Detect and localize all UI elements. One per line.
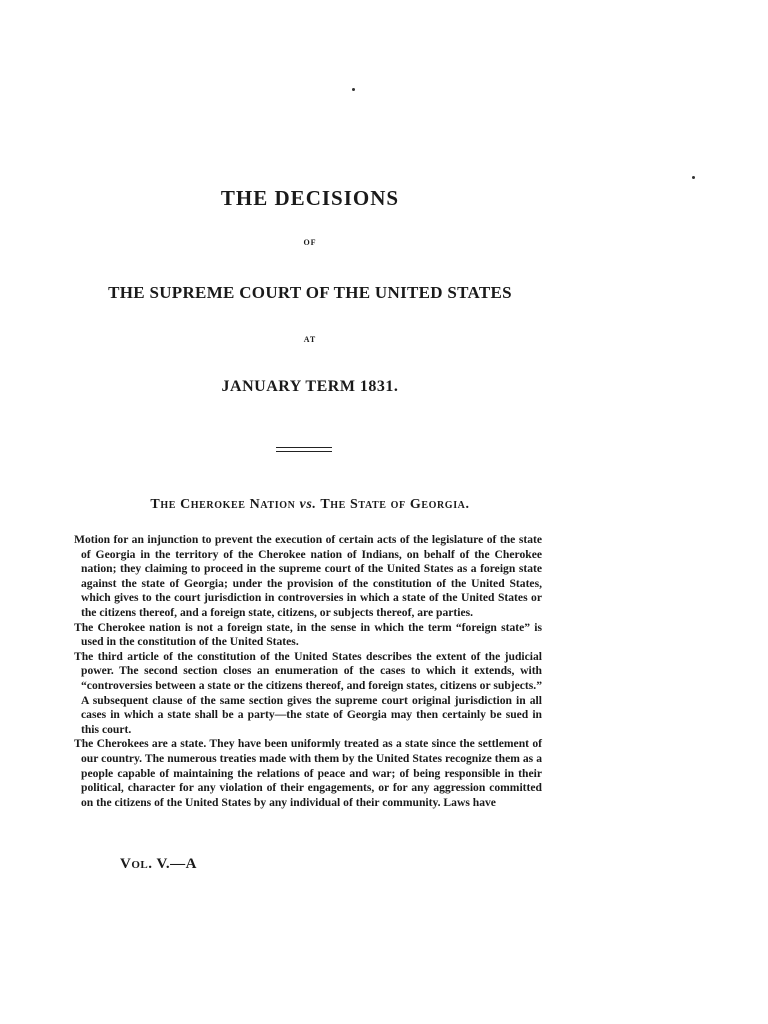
divider-rule-bottom <box>276 451 332 452</box>
speck-right <box>692 176 695 179</box>
volume-signature: Vol. V.—A <box>120 856 197 872</box>
term-line: JANUARY TERM 1831. <box>221 378 399 395</box>
title-of: OF <box>303 238 317 247</box>
syllabus-paragraph: Motion for an injunction to prevent the execution of certain acts of the legislature of the state of Georgia in the territory of the Cherokee nation of Indians, on behalf of the Cherokee nation; they claiming to proceed in the supreme court of the United States as a foreign state against the state of Georgia; under the provision of the constitution of the United States, which gives to the court jurisdiction in controversies in which a state of the United States or the citizens thereof, and a foreign state, citizens, or subjects thereof, are parties. <box>74 533 542 619</box>
speck-top <box>352 88 355 91</box>
syllabus-paragraph: The Cherokees are a state. They have been uniformly treated as a state since the settlement of our country. The numerous treaties made with them by the United States recognize them as a people capable of maintaining the relations of peace and war; of being responsible in their political, character for any violation of their engagements, or for any aggression committed on the citizens of the United States by any individual of their community. Laws have <box>74 737 542 809</box>
case-title <box>60 497 560 513</box>
syllabus <box>74 533 542 810</box>
page-title: THE DECISIONS <box>220 186 400 210</box>
divider-rule-top <box>276 447 332 448</box>
title-at: AT <box>303 335 317 344</box>
syllabus-paragraph: The Cherokee nation is not a foreign state, in the sense in which the term “foreign state” is used in the constitution of the United States. <box>74 620 542 649</box>
case-party-right: The State of Georgia. <box>320 497 470 512</box>
case-party-left: The Cherokee Nation <box>150 497 296 512</box>
court-name: THE SUPREME COURT OF THE UNITED STATES <box>108 283 512 302</box>
syllabus-paragraph: The third article of the constitution of the United States describes the extent of the judicial power. The second section closes an enumeration of the cases to which it extends, with “controversies between a state or the citizens thereof, and foreign states, citizens or subjects.” A subsequent clause of the same section gives the supreme court original jurisdiction in all cases in which a state shall be a party—the state of Georgia may then certainly be sued in this court. <box>74 649 542 736</box>
case-vs: vs. <box>299 497 317 512</box>
